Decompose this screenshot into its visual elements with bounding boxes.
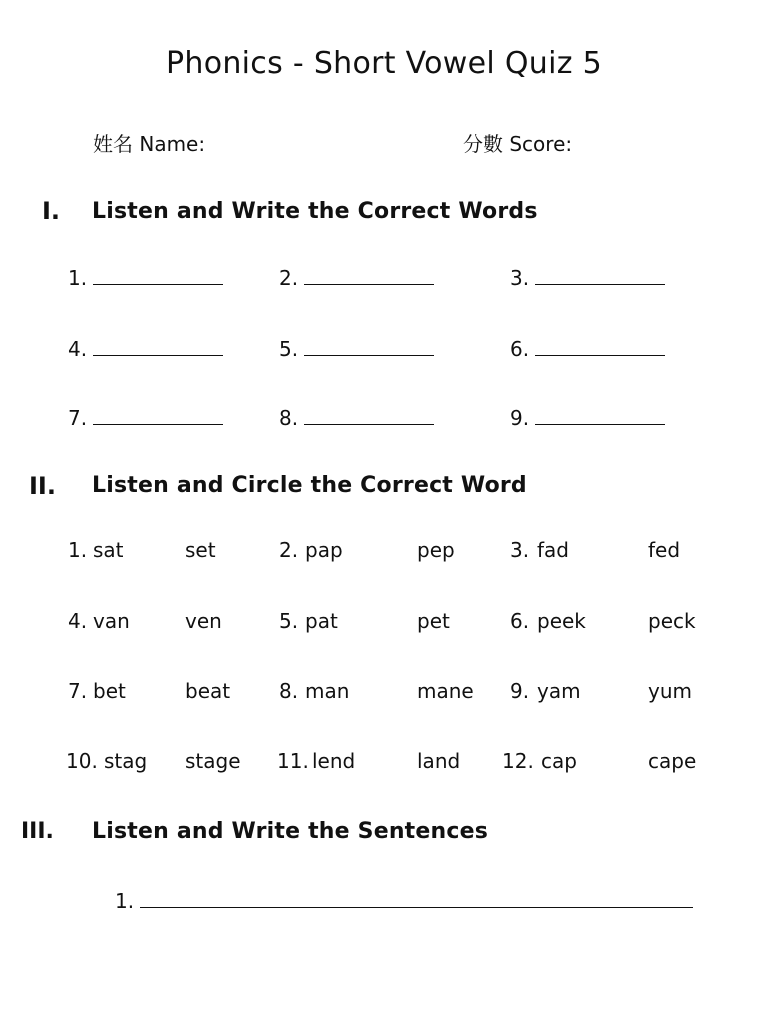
write-item-number: 1. [68,266,88,290]
answer-blank-line [93,266,223,285]
write-item [510,337,665,361]
write-item-number: 2. [279,266,299,290]
sentence-blank-line [140,889,693,908]
section-1-title: Listen and Write the Correct Words [92,199,538,224]
answer-blank-line [304,266,434,285]
word-choice: van [93,609,130,633]
page-title: Phonics - Short Vowel Quiz 5 [165,46,603,81]
circle-item-number: 3. [510,538,530,562]
circle-item-number: 11. [277,749,309,773]
answer-blank-line [535,266,665,285]
answer-blank-line [93,337,223,356]
write-item [68,406,223,430]
write-item-number: 8. [279,406,299,430]
word-choice: stag [104,749,148,773]
write-item-number: 6. [510,337,530,361]
write-item-number: 4. [68,337,88,361]
word-choice: man [305,679,350,703]
word-choice: pat [305,609,338,633]
word-choice: pap [305,538,343,562]
circle-item-number: 6. [510,609,530,633]
answer-blank-line [535,406,665,425]
circle-item-number: 12. [502,749,534,773]
circle-item-number: 4. [68,609,88,633]
write-item-number: 3. [510,266,530,290]
answer-blank-line [304,337,434,356]
word-choice: fad [537,538,569,562]
word-choice: bet [93,679,126,703]
word-choice: cap [541,749,577,773]
circle-item-number: 5. [279,609,299,633]
answer-blank-line [535,337,665,356]
write-item [68,266,223,290]
word-choice: lend [312,749,356,773]
write-item [279,406,434,430]
section-1-number: I. [42,197,61,225]
circle-item-number: 8. [279,679,299,703]
word-choice: yam [537,679,581,703]
circle-item-number: 10. [66,749,98,773]
write-item-number: 5. [279,337,299,361]
word-choice: yum [648,679,692,703]
circle-item-number: 2. [279,538,299,562]
name-label: 姓名 Name: [93,132,206,156]
section-3-number: III. [21,819,54,844]
word-choice: stage [185,749,241,773]
word-choice: fed [648,538,681,562]
section-3-title: Listen and Write the Sentences [92,819,489,844]
word-choice: beat [185,679,231,703]
word-choice: mane [417,679,474,703]
circle-item-number: 7. [68,679,88,703]
word-choice: peck [648,609,696,633]
word-choice: set [185,538,216,562]
circle-item-number: 1. [68,538,88,562]
word-choice: peek [537,609,586,633]
word-choice: pep [417,538,455,562]
section-2-title: Listen and Circle the Correct Word [92,473,527,498]
write-item-number: 9. [510,406,530,430]
write-item [510,406,665,430]
answer-blank-line [93,406,223,425]
word-choice: sat [93,538,124,562]
write-item [279,266,434,290]
word-choice: cape [648,749,697,773]
word-choice: pet [417,609,450,633]
sentence-item-number: 1. [115,889,135,913]
answer-blank-line [304,406,434,425]
section-2-number: II. [29,472,56,500]
write-item [510,266,665,290]
write-item [68,337,223,361]
circle-item-number: 9. [510,679,530,703]
word-choice: land [417,749,461,773]
score-label: 分數 Score: [463,132,573,156]
word-choice: ven [185,609,222,633]
sentence-item [115,889,693,913]
write-item-number: 7. [68,406,88,430]
write-item [279,337,434,361]
